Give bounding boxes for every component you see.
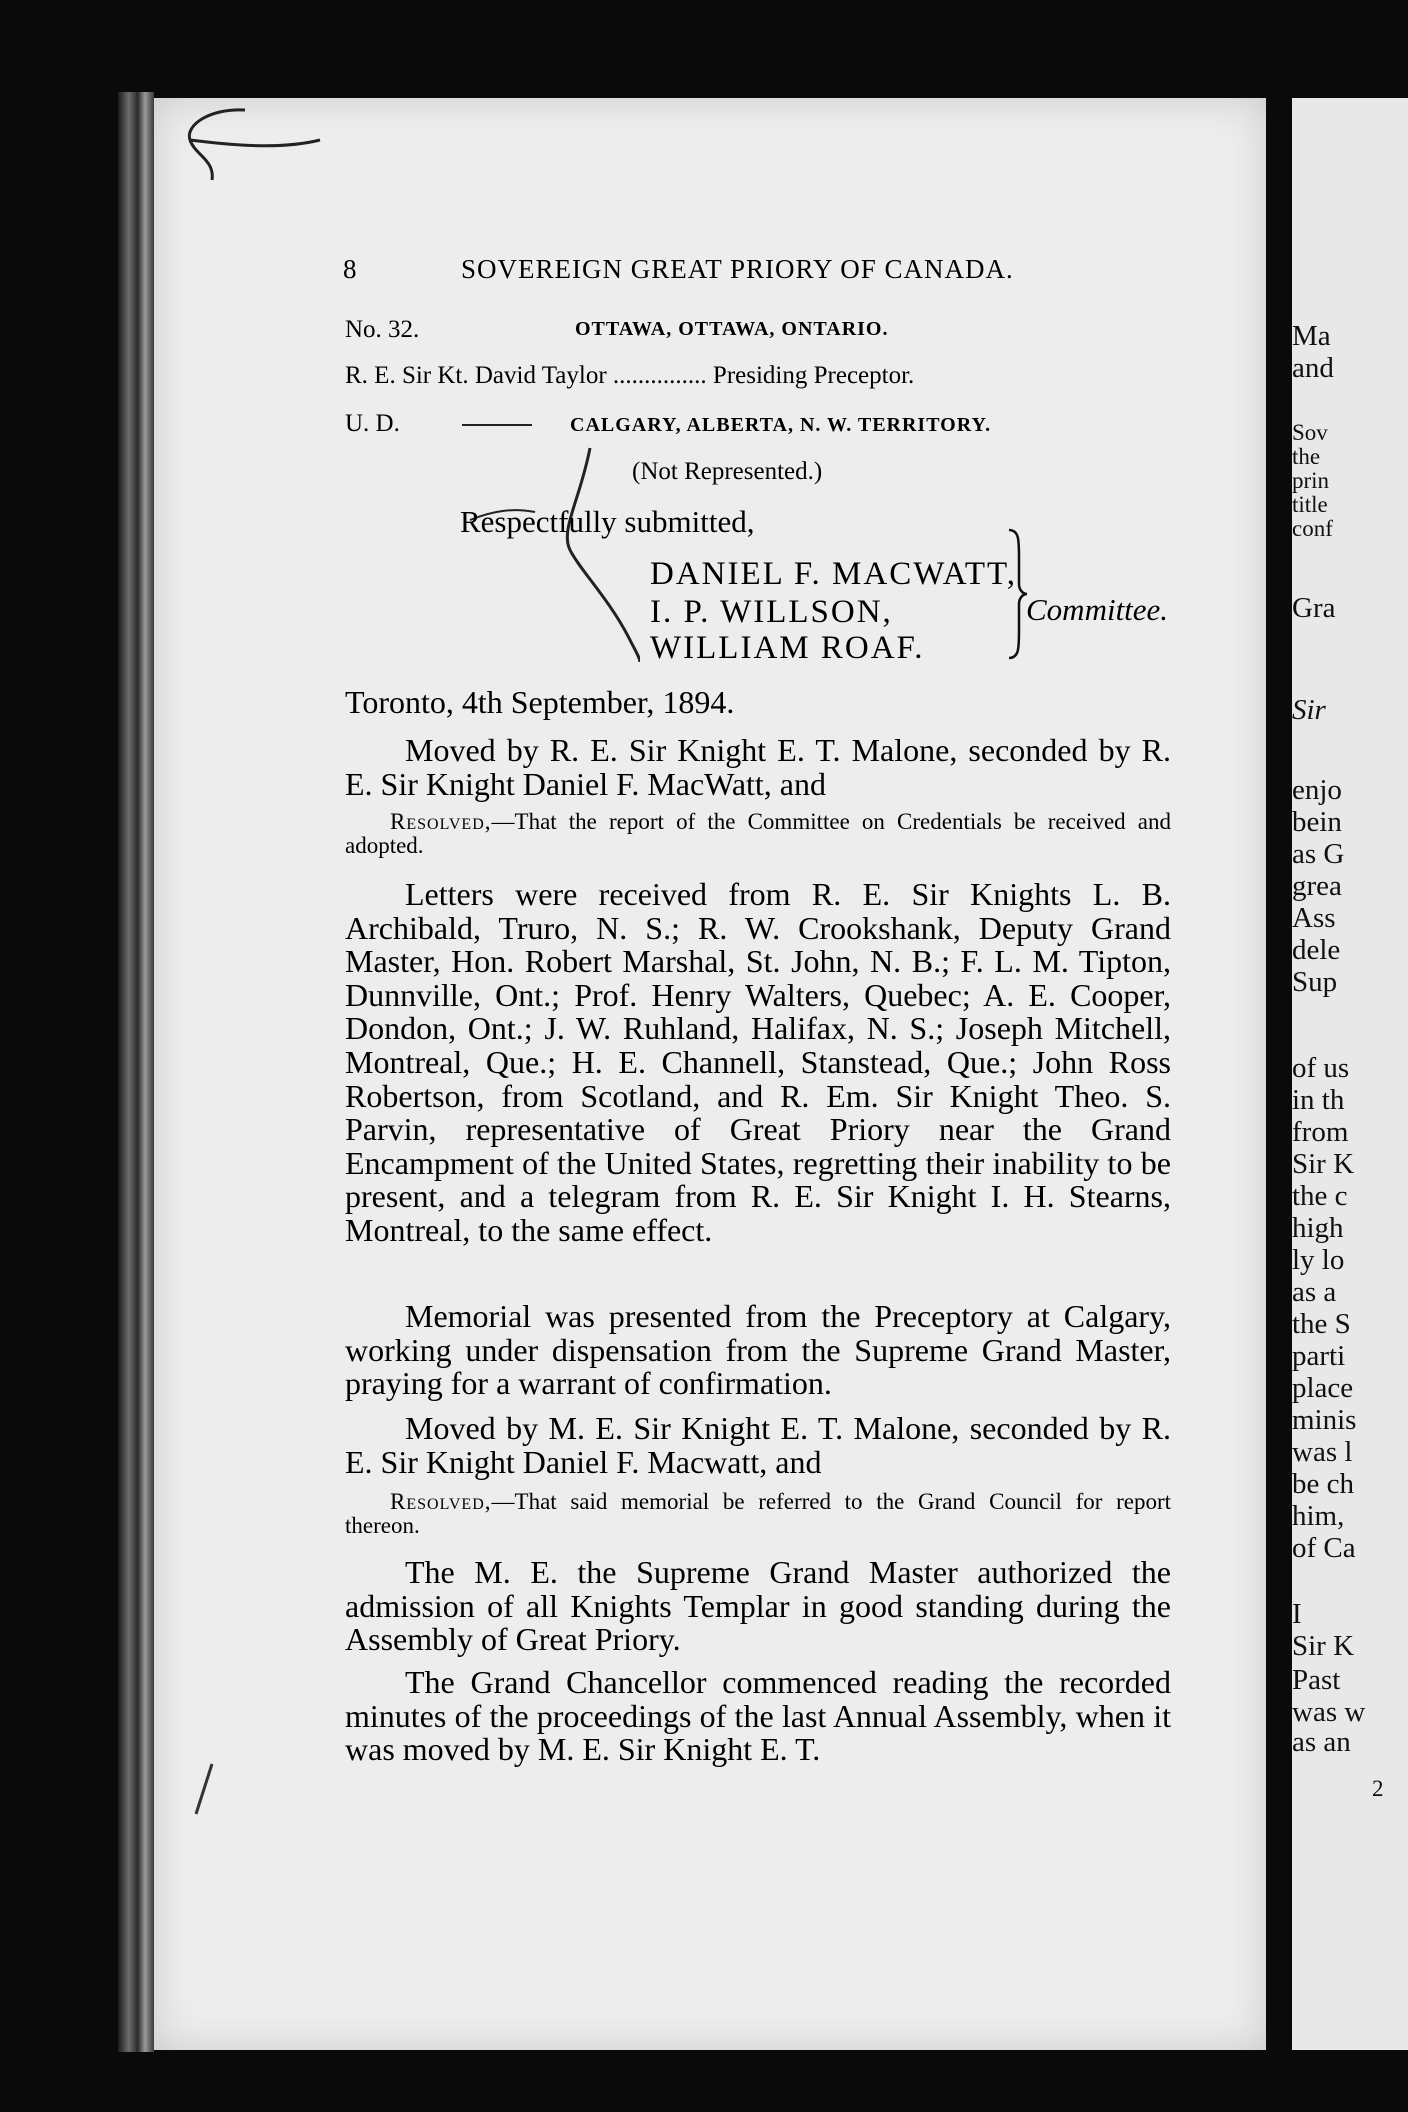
paragraph-motion-2: Moved by M. E. Sir Knight E. T. Malone, seconded by R. E. Sir Knight Daniel F. Macwatt, and <box>345 1410 1171 1480</box>
signatory: I. P. WILLSON, <box>650 594 893 630</box>
facing-fragment: was l <box>1292 1436 1353 1468</box>
facing-fragment: minis <box>1292 1404 1357 1436</box>
facing-fragment: the <box>1292 444 1321 469</box>
facing-fragment: 2 <box>1372 1776 1384 1801</box>
preceptory-location: CALGARY, ALBERTA, N. W. TERRITORY. <box>570 414 992 436</box>
facing-fragment: dele <box>1292 934 1341 966</box>
facing-fragment: parti <box>1292 1340 1346 1372</box>
resolution-text: —That the report of the Committee on Credentials be received and adopted. <box>345 809 1171 858</box>
facing-fragment: from <box>1292 1116 1349 1148</box>
signatory: WILLIAM ROAF. <box>650 630 925 666</box>
facing-fragment: Sup <box>1292 966 1338 998</box>
facing-fragment: high <box>1292 1212 1344 1244</box>
preceptory-number: No. 32. <box>345 316 420 343</box>
facing-fragment: Sir K <box>1292 1630 1355 1662</box>
officer-role: Presiding Preceptor. <box>712 362 915 389</box>
facing-fragment: him, <box>1292 1500 1345 1532</box>
dot-leader: ............... <box>612 362 707 389</box>
facing-fragment: the S <box>1292 1308 1351 1340</box>
facing-fragment: Ma <box>1292 320 1331 352</box>
paragraph-letters: Letters were received from R. E. Sir Knights L. B. Archibald, Truro, N. S.; R. W. Crookshank, Deputy Grand Master, Hon. Robert Marshal, St. John, N. B.; F. L. M. Tipton, Dunnville, Ont.; Prof. Henry Walters, Quebec; A. E. Cooper, Dondon, Ont.; J. W. Ruhland, Halifax, N. S.; Joseph Mitchell, Montreal, Que.; H. E. Channell, Stanstead, Que.; John Ross Robertson, from Scotland, and R. Em. Sir Knight Theo. S. Parvin, representative of Great Priory near the Grand Encampment of the United States, regretting their inability to be present, and a telegram from R. E. Sir Knight I. H. Stearns, Montreal, to the same effect. <box>345 876 1171 1248</box>
preceptory-location: OTTAWA, OTTAWA, ONTARIO. <box>575 318 889 340</box>
page-binding-edge <box>118 92 154 2052</box>
facing-fragment: Ass <box>1292 902 1336 934</box>
preceptory-officer-line <box>345 362 1175 390</box>
facing-fragment: Sir <box>1292 694 1326 726</box>
facing-fragment: ly lo <box>1292 1244 1345 1276</box>
paragraph-motion-1: Moved by R. E. Sir Knight E. T. Malone, seconded by R. E. Sir Knight Daniel F. MacWatt, and <box>345 732 1171 802</box>
facing-fragment: of Ca <box>1292 1532 1356 1564</box>
facing-fragment: as G <box>1292 838 1345 870</box>
page-number: 8 <box>343 254 358 284</box>
paragraph-admission: The M. E. the Supreme Grand Master authorized the admission of all Knights Templar in good standing during the Assembly of Great Priory. <box>345 1554 1171 1658</box>
committee-label: Committee. <box>1026 592 1169 627</box>
resolution-2 <box>345 1490 1171 1538</box>
facing-fragment: Sir K <box>1292 1148 1355 1180</box>
facing-fragment: as an <box>1292 1726 1351 1758</box>
resolved-label: Resolved, <box>390 1489 492 1514</box>
facing-fragment: as a <box>1292 1276 1337 1308</box>
preceptory-officer: R. E. Sir Kt. David Taylor <box>345 362 607 389</box>
dateline: Toronto, 4th September, 1894. <box>345 684 735 720</box>
facing-fragment: Sov <box>1292 420 1328 445</box>
facing-fragment: Gra <box>1292 592 1336 624</box>
facing-fragment: the c <box>1292 1180 1348 1212</box>
facing-fragment: enjo <box>1292 774 1342 806</box>
facing-fragment: conf <box>1292 516 1333 541</box>
facing-fragment: and <box>1292 352 1334 384</box>
preceptory-entry <box>345 316 1175 344</box>
facing-fragment: in th <box>1292 1084 1345 1116</box>
resolved-label: Resolved, <box>390 809 492 834</box>
facing-fragment: title <box>1292 492 1328 517</box>
facing-fragment: grea <box>1292 870 1342 902</box>
paragraph-memorial: Memorial was presented from the Preceptory at Calgary, working under dispensation from the Supreme Grand Master, praying for a warrant of confirmation. <box>345 1298 1171 1402</box>
not-represented-note: (Not Represented.) <box>632 458 823 485</box>
running-title: SOVEREIGN GREAT PRIORY OF CANADA. <box>461 254 1014 284</box>
facing-fragment: was w <box>1292 1696 1366 1728</box>
signatory: DANIEL F. MACWATT, <box>650 556 1017 592</box>
brace-icon <box>1005 528 1027 660</box>
resolution-1 <box>345 810 1171 858</box>
facing-fragment: be ch <box>1292 1468 1354 1500</box>
facing-fragment: place <box>1292 1372 1354 1404</box>
preceptory-number: U. D. <box>345 410 400 437</box>
resolution-text: —That said memorial be referred to the Grand Council for report thereon. <box>345 1489 1171 1538</box>
facing-fragment: I <box>1292 1598 1302 1630</box>
facing-fragment: Past <box>1292 1664 1341 1696</box>
closing-phrase: Respectfully submitted, <box>460 504 755 539</box>
facing-page-strip <box>1292 98 1408 2050</box>
dash-rule <box>462 424 532 426</box>
facing-fragment: of us <box>1292 1052 1350 1084</box>
paragraph-minutes: The Grand Chancellor commenced reading the recorded minutes of the proceedings of the last Annual Assembly, when it was moved by M. E. Sir Knight E. T. <box>345 1664 1171 1768</box>
facing-fragment: prin <box>1292 468 1330 493</box>
facing-fragment: bein <box>1292 806 1342 838</box>
